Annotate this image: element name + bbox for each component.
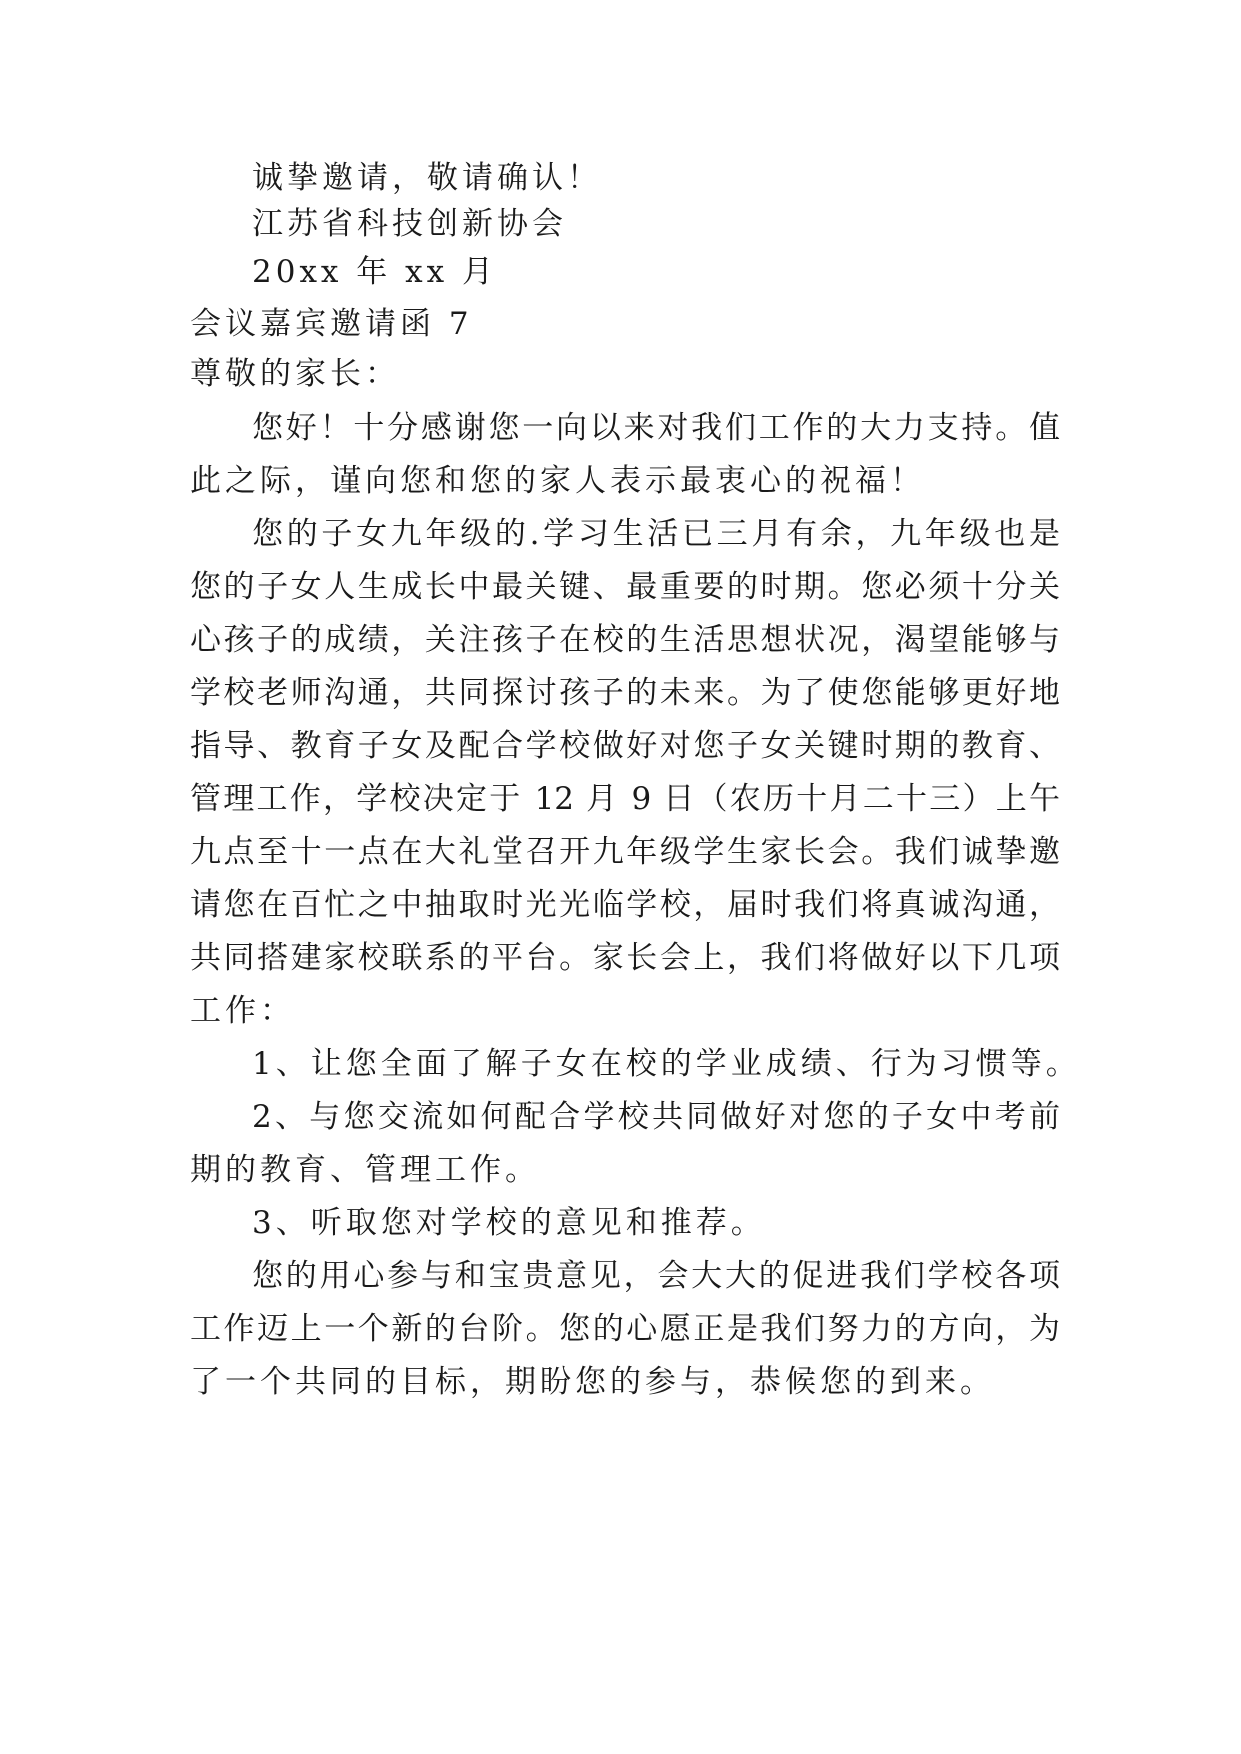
paragraph-line: 心孩子的成绩，关注孩子在校的生活思想状况，渴望能够与 — [190, 622, 1060, 658]
closing-line: 诚挚邀请，敬请确认！ — [252, 160, 602, 196]
paragraph-line: 了一个共同的目标，期盼您的参与，恭候您的到来。 — [190, 1364, 995, 1400]
paragraph-line: 工作： — [190, 993, 295, 1029]
paragraph-line: 您好！十分感谢您一向以来对我们工作的大力支持。值 — [252, 410, 1060, 446]
letter-title: 会议嘉宾邀请函 7 — [190, 306, 473, 342]
list-item-3: 3、听取您对学校的意见和推荐。 — [252, 1205, 766, 1241]
list-item-2-cont: 期的教育、管理工作。 — [190, 1152, 540, 1188]
paragraph-line: 共同搭建家校联系的平台。家长会上，我们将做好以下几项 — [190, 940, 1060, 976]
paragraph-line: 您的子女人生成长中最关键、最重要的时期。您必须十分关 — [190, 569, 1060, 605]
paragraph-line: 九点至十一点在大礼堂召开九年级学生家长会。我们诚挚邀 — [190, 834, 1060, 870]
paragraph-line: 学校老师沟通，共同探讨孩子的未来。为了使您能够更好地 — [190, 675, 1060, 711]
paragraph-line: 您的子女九年级的.学习生活已三月有余，九年级也是 — [252, 516, 1060, 552]
paragraph-line: 管理工作，学校决定于 12 月 9 日（农历十月二十三）上午 — [190, 781, 1060, 817]
organization-name: 江苏省科技创新协会 — [252, 206, 567, 242]
paragraph-line: 工作迈上一个新的台阶。您的心愿正是我们努力的方向，为 — [190, 1311, 1060, 1347]
salutation: 尊敬的家长： — [190, 356, 400, 392]
list-item-1: 1、让您全面了解子女在校的学业成绩、行为习惯等。 — [252, 1046, 1081, 1082]
paragraph-line: 请您在百忙之中抽取时光光临学校，届时我们将真诚沟通， — [190, 887, 1060, 923]
paragraph-line: 此之际，谨向您和您的家人表示最衷心的祝福！ — [190, 463, 925, 499]
date-line: 20xx 年 xx 月 — [252, 254, 497, 290]
paragraph-line: 您的用心参与和宝贵意见，会大大的促进我们学校各项 — [252, 1258, 1060, 1294]
paragraph-line: 指导、教育子女及配合学校做好对您子女关键时期的教育、 — [190, 728, 1060, 764]
list-item-2: 2、与您交流如何配合学校共同做好对您的子女中考前 — [252, 1099, 1060, 1135]
